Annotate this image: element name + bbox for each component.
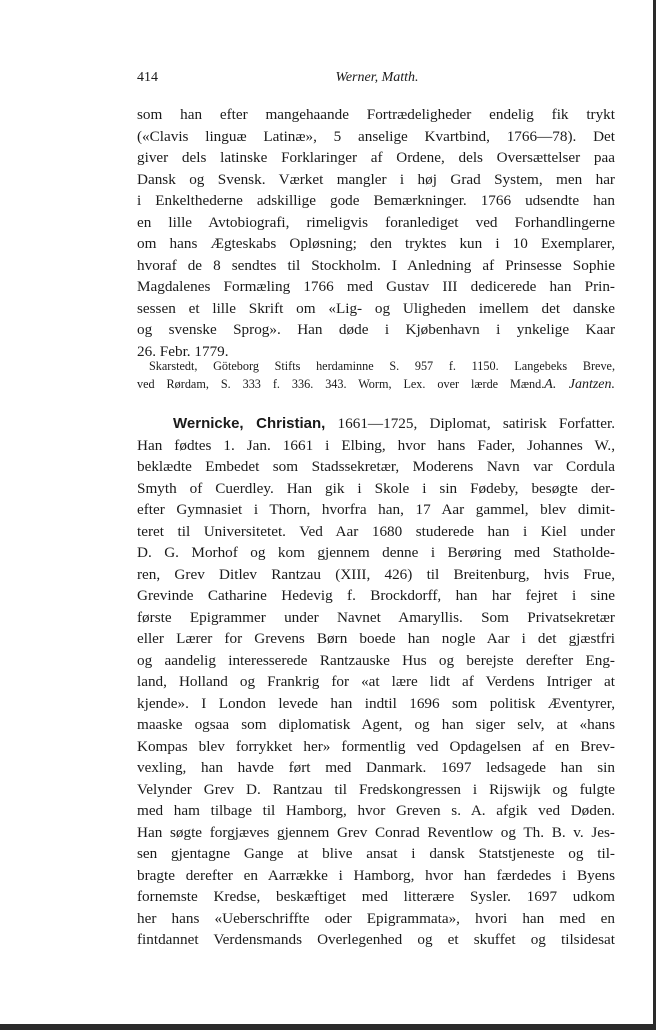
text-line: vexling, han havde ført med Danmark. 1697 ledsagede han sin (137, 759, 615, 776)
text-line: en lille Avtobiografi, rimeligvis foranlediget ved Forhandlingerne (137, 213, 615, 231)
text-line: fintdannet Verdensmands Overlegenhed og et skuffet og tilsidesat (137, 931, 615, 948)
werner-references (137, 357, 615, 393)
text-line: Grevinde Catharine Hedevig f. Brockdorff, han har fejret i sine (137, 587, 615, 604)
reference-text: ved Rørdam, S. 333 f. 336. 343. Worm, Lex. over lærde Mænd. (137, 377, 545, 391)
text-line: beklædte Embedet som Stadssekretær, Moderens Navn var Cordula (137, 458, 615, 475)
text-line: hvoraf de 8 sendtes til Stockholm. I Anledning af Prinsesse Sophie (137, 256, 615, 274)
text-line: sessen et lille Skrift om «Lig- og Uligheden imellem det danske (137, 299, 615, 317)
text-line: med ham tilbage til Hamborg, hvor Greven s. A. afgik ved Døden. (137, 802, 615, 819)
entry-headword: Wernicke, Christian, (173, 415, 326, 432)
text-line: eller Lærer for Grevens Børn boede han nogle Aar i det gjæstfri (137, 630, 615, 647)
text-line: Han fødtes 1. Jan. 1661 i Elbing, hvor hans Fader, Johannes W., (137, 436, 615, 454)
text-line: Kompas blev forrykket her» formentlig ved Opdagelsen af en Brev- (137, 737, 615, 755)
text-line: her hans «Ueberschriffte oder Epigrammata», hvori han med en (137, 909, 615, 927)
text-line: i Enkelthederne adskillige gode Bemærkninger. 1766 udsendte han (137, 192, 615, 209)
page-header (137, 70, 617, 90)
text-line: land, Holland og Frankrig for «at lære lidt af Verdens Intriger at (137, 673, 615, 690)
text-line: Smyth of Cuerdley. Han gik i Skole i sin Fødeby, besøgte der- (137, 479, 615, 497)
scan-bottom-border (0, 1024, 656, 1030)
text-line: teret til Universitetet. Ved Aar 1680 studerede han i Kiel under (137, 522, 615, 540)
text-line: efter Gymnasiet i Thorn, hvorfra han, 17 Aar gammel, blev dimit- (137, 501, 615, 518)
reference-line (137, 375, 615, 393)
text-line: bragte derefter en Aarrække i Hamborg, hvor han færdedes i Byens (137, 866, 615, 884)
text-line: giver dels latinske Forklaringer af Ordene, dels Oversættelser paa (137, 149, 615, 166)
text-line: og svenske Sprog». Han døde i Kjøbenhavn i ynkelige Kaar (137, 321, 615, 338)
text-line: 26. Febr. 1779. (137, 342, 229, 360)
text-line: Dansk og Svensk. Værket mangler i høj Grad System, men har (137, 170, 615, 188)
text-line: Han søgte forgjæves gjennem Grev Conrad Reventlow og Th. B. v. Jes- (137, 823, 615, 841)
text-line: og aandelig interesserede Rantzauske Hus og berejste derefter Eng- (137, 651, 615, 669)
running-head: Werner, Matth. (335, 70, 419, 85)
text-line: maaske ogsaa som diplomatisk Agent, og han siger selv, at «hans (137, 716, 615, 733)
entry-first-line (137, 413, 615, 435)
text-line: kjende». I London levede han indtil 1696 som politisk Æventyrer, (137, 694, 615, 712)
text-line: («Clavis linguæ Latinæ», 5 anselige Kvartbind, 1766—78). Det (137, 127, 615, 145)
text-line: sen gjentagne Gange at blive ansat i dansk Statstjeneste og til- (137, 845, 615, 862)
text-line: Magdalenes Formæling 1766 med Gustav III dedicerede han Prin- (137, 278, 615, 295)
text-line: om hans Ægteskabs Opløsning; den tryktes kun i 10 Exemplarer, (137, 235, 615, 252)
text-line: D. G. Morhof og kom gjennem denne i Berøring med Statholde- (137, 544, 615, 561)
text-line: første Epigrammer under Navnet Amaryllis. Som Privatsekretær (137, 608, 615, 626)
article-author: A. Jantzen. (544, 377, 615, 392)
text-line: som han efter mangehaande Fortrædeligheder endelig fik trykt (137, 106, 615, 123)
text-line: ren, Grev Ditlev Rantzau (XIII, 426) til Breitenburg, hvis Frue, (137, 565, 615, 583)
text-line: fornemste Kredse, beskæftiget med litterære Sysler. 1697 udkom (137, 888, 615, 905)
page-number: 414 (137, 70, 158, 85)
wernicke-entry (137, 413, 615, 951)
text-line: Velynder Grev D. Rantzau til Fredskongressen i Rijswijk og fulgte (137, 780, 615, 798)
reference-line: Skarstedt, Göteborg Stifts herdaminne S. 957 f. 1150. Langebeks Breve, (149, 359, 615, 373)
entry-dates: 1661—1725, Diplomat, satirisk Forfatter. (337, 415, 616, 432)
werner-entry-continuation (137, 104, 615, 362)
